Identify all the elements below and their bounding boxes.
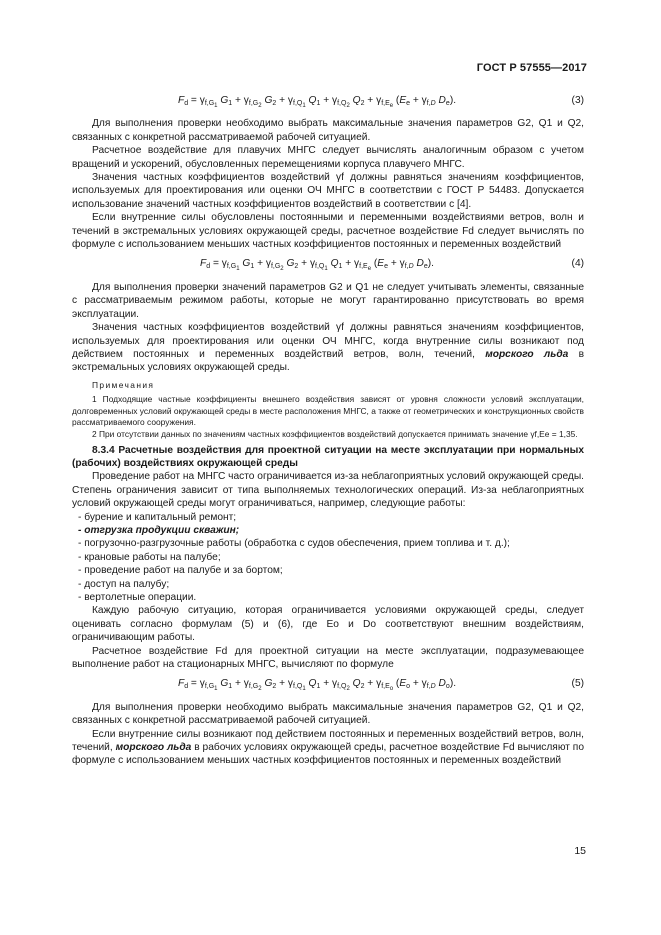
- list-item: - доступ на палубу;: [78, 578, 584, 591]
- document-header: ГОСТ Р 57555—2017: [476, 62, 587, 74]
- paragraph: Для выполнения проверки необходимо выбрать максимальные значения параметров G2, Q1 и Q2, связанных с конкретной рассматриваемой рабочей ситуацией.: [72, 118, 584, 143]
- formula-4: [72, 257, 584, 273]
- note-1: 1 Подходящие частные коэффициенты внешнего воздействия зависят от уровня сложности условий эксплуатации, долговременных условий окружающей среды в месте расположения МНГС, а также от геометрических и конструкционных свойств рассматриваемого сооружения.: [72, 394, 584, 428]
- formula-4-number: (4): [571, 258, 584, 270]
- formula-5: [72, 677, 584, 693]
- paragraph-text: в экстремальных условиях окружающей среды.: [72, 348, 584, 374]
- note-2: 2 При отсутствии данных по значениям частных коэффициентов воздействий допускается принимать значение γf,Ee = 1,35.: [92, 428, 578, 439]
- emphasis-sea-ice: морского льда: [115, 742, 192, 754]
- paragraph-text: в рабочих условиях окружающей среды, расчетное воздействие Fd вычисляют по формуле с использованием меньших частных коэффициентов постоянных и переменных воздействий: [72, 742, 584, 767]
- page-content: [72, 88, 584, 768]
- paragraph: Расчетное воздействие Fd для проектной ситуации на месте эксплуатации, подразумевающее выполнение работ на стационарных МНГС, вычисляют по формуле: [72, 645, 584, 670]
- list-item: - проведение работ на палубе и за бортом;: [78, 564, 584, 577]
- paragraph: [72, 321, 584, 375]
- formula-5-number: (5): [571, 678, 584, 690]
- formula-5-expression: $F_d = \gamma_{f,G_1}$ $G_1 + \gamma_{f,G_2}$ $G_2 + \gamma_{f,Q_1}$ $Q_1 + \gamma_{f,Q_2}$ $Q_2 + \gamma_{f,E_o}$ ($E_o + \gamma_{f,D}$ $D_o$).: [177, 678, 457, 693]
- paragraph: Значения частных коэффициентов воздействий γf должны равняться значениям коэффициентов, используемых для проектирования или оценки ОЧ МНГС в соответствии с ГОСТ Р 54483. Допускается использование значений частных коэффициентов воздействий в соответствии с [4].: [72, 172, 584, 210]
- list-item: - погрузочно-разгрузочные работы (обработка с судов обеспечения, прием топлива и т. д.);: [78, 537, 584, 550]
- paragraph-text: Если внутренние силы возникают под действием постоянных и переменных воздействий ветров, волн, течений,: [72, 728, 584, 754]
- paragraph: Расчетное воздействие для плавучих МНГС следует вычислять аналогичным образом с учетом вращений и ускорений, обусловленных перемещениями корпуса плавучего МНГС.: [72, 145, 584, 170]
- paragraph: [72, 728, 584, 768]
- emphasis-sea-ice: морского льда: [485, 348, 569, 360]
- list-item: - бурение и капитальный ремонт;: [78, 511, 584, 524]
- formula-4-expression: $F_d = \gamma_{f,G_1}$ $G_1 + \gamma_{f,G_2}$ $G_2 + \gamma_{f,Q_1}$ $Q_1 + \gamma_{f,E_e}$ ($E_e + \gamma_{f,D}$ $D_e$).: [200, 258, 434, 273]
- restricted-works-list: [72, 511, 584, 605]
- list-item: - крановые работы на палубе;: [78, 551, 584, 564]
- formula-3-number: (3): [571, 95, 584, 106]
- paragraph: Проведение работ на МНГС часто ограничивается из-за неблагоприятных условий окружающей среды. Степень ограничения зависит от типа выполняемых технологических операций. Из-за неблагоприятных условий окружающей среды могут ограничиваться, например, следующие работы:: [72, 471, 584, 510]
- paragraph: Для выполнения проверки необходимо выбрать максимальные значения параметров G2, Q1 и Q2, связанных с конкретной рассматриваемой рабочей ситуацией.: [72, 701, 584, 727]
- page-number: 15: [574, 845, 586, 857]
- notes-title: Примечания: [92, 379, 155, 390]
- formula-3-expression: $F_d = \gamma_{f,G_1}$ $G_1 + \gamma_{f,G_2}$ $G_2 + \gamma_{f,Q_1}$ $Q_1 + \gamma_{f,Q_2}$ $Q_2 + \gamma_{f,E_e}$ ($E_e + \gamma_{f,D}$ $D_e$).: [177, 95, 457, 109]
- formula-3: [72, 94, 584, 107]
- section-heading: 8.3.4 Расчетные воздействия для проектной ситуации на месте эксплуатации при нормальных (рабочих) воздействиях окружающей среды: [72, 444, 584, 469]
- paragraph: Каждую рабочую ситуацию, которая ограничивается условиями окружающей среды, следует оценивать согласно формулам (5) и (6), где Eo и Do соответствуют внешним воздействиям, ограничивающим работы.: [72, 605, 584, 644]
- paragraph: Для выполнения проверки значений параметров G2 и Q1 не следует учитывать элементы, связанные с рассматриваемым режимом работы, которые не могут гарантированно присутствовать во время эксплуатации.: [72, 281, 584, 320]
- paragraph-text: Значения частных коэффициентов воздействий γf должны равняться значениям коэффициентов, используемых для проектирования или оценки ОЧ МНГС, когда внутренние силы возникают под действием постоянных и переменных воздействий ветров, волн, течений,: [72, 322, 584, 360]
- paragraph: Если внутренние силы обусловлены постоянными и переменными воздействиями ветров, волн и течений в экстремальных условиях окружающей среды, расчетное воздействие Fd следует вычислять по формуле с использованием меньших частных коэффициентов постоянных и переменных воздействий: [72, 212, 584, 251]
- list-item: - вертолетные операции.: [78, 591, 584, 604]
- list-item: - отгрузка продукции скважин;: [78, 524, 584, 537]
